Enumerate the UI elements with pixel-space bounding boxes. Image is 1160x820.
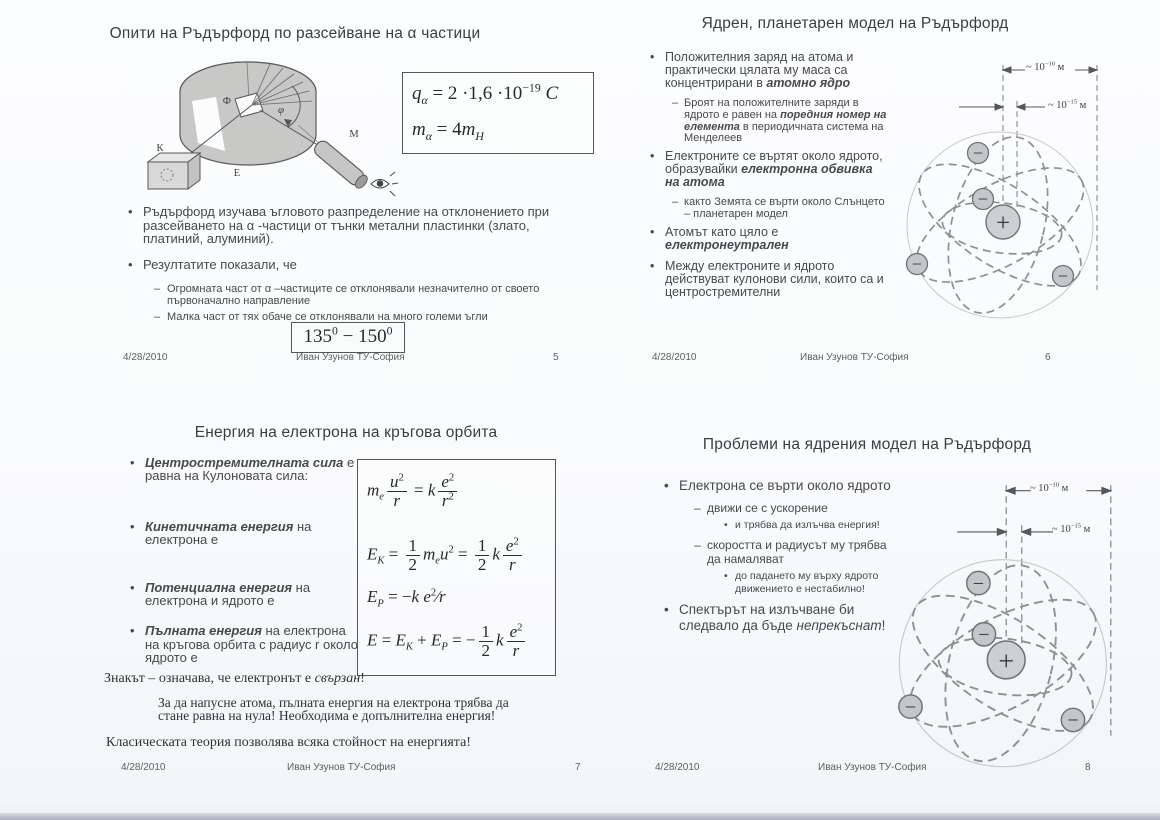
- footer-author: Иван Узунов ТУ-София: [800, 352, 909, 363]
- slide-title: Проблеми на ядрения модел на Ръдърфорд: [702, 436, 1032, 453]
- slide-title: Енергия на електрона на кръгова орбита: [194, 424, 498, 441]
- bullet-text: Резултатите показали, че: [143, 256, 297, 272]
- bullet-text: Пълната енергия на електрона на кръгова орбита с радиус r около ядрото е: [145, 623, 358, 666]
- kinetic-energy-formula: $E_K$ = $\frac{1}{2}$ $m_eu^2$ = $\frac{1}{2}$ k $\frac{e^2}{r}$: [367, 537, 525, 574]
- plus-sign: +: [995, 210, 1011, 237]
- bullet-item: [128, 258, 575, 272]
- atom-size-dimension: ~ $10^{-10}$ м: [1030, 481, 1069, 494]
- bullet-marker: •: [130, 579, 135, 595]
- bullet-text: Броят на положителните заряди в ядрото е равен на поредния номер на елемента в периодичната система на Менделеев: [684, 97, 887, 145]
- bullet-item: [650, 150, 888, 189]
- classical-theory-note: Класическата теория позволява всяка стойност на енергията!: [106, 735, 471, 750]
- bullet-marker: –: [694, 501, 701, 515]
- minus-sign: −: [904, 696, 917, 719]
- nucleus: [986, 205, 1020, 239]
- bullet-marker: •: [650, 50, 655, 64]
- slide-title: Ядрен, планетарен модел на Ръдърфорд: [701, 15, 1009, 32]
- scan-edge-shadow: [0, 813, 1160, 820]
- bullet-item: [130, 520, 358, 547]
- alpha-source-box: [148, 153, 200, 189]
- bullet-text: Между електроните и ядрото действуват кулонови сили, които са и центростремителни: [665, 258, 884, 299]
- potential-energy-formula: $E_P = -k$ $e^2∕r$: [367, 587, 446, 610]
- scattering-apparatus-figure: [140, 55, 395, 200]
- bullet-text: Положителния заряд на атома и практически цялата му маса са концентрирани в атомно ядро: [665, 50, 854, 90]
- bullet-text: скоростта и радиусът му трябва да намаляват: [707, 537, 887, 567]
- bullet-item: [664, 538, 896, 567]
- bullet-marker: •: [130, 623, 135, 639]
- bound-electron-note: Знакът – означава, че електронът е свързан!: [104, 671, 365, 686]
- microscope-label: М: [349, 129, 359, 140]
- bullet-list: [128, 205, 575, 327]
- alpha-charge-mass-formula-box: [402, 72, 594, 154]
- angle-label: φ: [278, 104, 285, 116]
- atom-model-figure: [895, 55, 1125, 329]
- bullet-text: Ръдърфорд изучава ъгловото разпределение на отклонението при разсейването на α -частици от тънки метални пластинки (злато, платиний, алуминий).: [143, 204, 550, 247]
- source-label: К: [156, 143, 164, 154]
- bullet-item: [130, 581, 358, 608]
- footer-date: 4/28/2010: [655, 762, 700, 773]
- bullet-marker: •: [128, 204, 133, 219]
- angle-range-formula-box: $135^0 - 150^0$: [291, 322, 405, 353]
- bullet-item: [650, 98, 888, 145]
- atom-model-figure: [886, 474, 1142, 779]
- minus-sign: −: [978, 623, 990, 646]
- bullet-marker: –: [672, 196, 679, 209]
- nucleus: [987, 641, 1025, 679]
- bullet-text: Атомът като цяло е електронеутрален: [665, 224, 789, 252]
- bullet-item: [664, 478, 896, 494]
- bullet-marker: •: [130, 518, 135, 534]
- footer-author: Иван Узунов ТУ-София: [818, 762, 927, 773]
- bullet-text: и трябва да излъчва енергия!: [735, 518, 880, 531]
- minus-sign: −: [972, 572, 985, 595]
- nucleus-size-dimension: ~ $10^{-15}$ м: [1052, 522, 1091, 535]
- minus-sign: −: [977, 189, 989, 209]
- bullet-marker: •: [724, 518, 728, 531]
- slide-title: Опити на Ръдърфорд по разсейване на α частици: [109, 25, 481, 42]
- bullet-marker: •: [128, 256, 133, 272]
- bullet-marker: •: [650, 258, 655, 273]
- bullet-text: Центростремителната сила е равна на Кулоновата сила:: [145, 455, 355, 484]
- minus-sign: −: [1067, 709, 1079, 732]
- bullet-item: [650, 197, 888, 221]
- bullet-text: Потенциална енергия на електрона и ядрото е: [145, 579, 311, 609]
- bullet-item: [130, 456, 358, 483]
- page-number: 5: [553, 352, 559, 363]
- bullet-list: [664, 478, 896, 641]
- bullet-text: Електрона се върти около ядрото: [679, 478, 891, 493]
- bullet-item: [128, 205, 575, 246]
- footer-date: 4/28/2010: [121, 762, 166, 773]
- bullet-marker: •: [724, 569, 728, 582]
- minus-sign: −: [911, 254, 923, 274]
- page-number: 6: [1045, 352, 1051, 363]
- bullet-item: [128, 283, 575, 307]
- bullet-item: [664, 602, 896, 634]
- bullet-text: Спектърът на излъчване би следвало да бъде непрекъснат!: [679, 602, 886, 634]
- minus-sign: −: [1057, 266, 1069, 286]
- bullet-marker: –: [154, 283, 161, 296]
- foil-label: Ф: [222, 96, 231, 107]
- bullet-text: до падането му върху ядрото движението е нестабилно!: [735, 569, 879, 596]
- bullet-item: [650, 51, 888, 90]
- bullet-item: [664, 570, 896, 597]
- bullet-text: движи се с ускорение: [707, 501, 828, 515]
- bullet-item: [664, 519, 896, 532]
- dimension-lines: [1006, 481, 1111, 735]
- footer-date: 4/28/2010: [123, 352, 168, 363]
- bullet-marker: •: [664, 602, 669, 618]
- bullet-item: [650, 260, 888, 299]
- bullet-marker: –: [154, 311, 161, 324]
- bullet-marker: •: [664, 478, 669, 493]
- footer-date: 4/28/2010: [652, 352, 697, 363]
- energy-formulas-box: [357, 459, 556, 676]
- bullet-marker: •: [650, 224, 655, 239]
- bullet-text: Кинетичната енергия на електрона е: [145, 518, 312, 548]
- bullet-text: Огромната част от α –частиците се отклонявали незначително от своето първоначално направление: [167, 283, 540, 308]
- bullet-list: [130, 456, 358, 665]
- bullet-marker: •: [650, 149, 655, 164]
- bullet-item: [130, 624, 358, 664]
- screen-label: Е: [233, 168, 241, 179]
- alpha-mass-formula: $m_\alpha = 4m_Н$: [412, 119, 484, 143]
- minus-sign: −: [972, 143, 984, 163]
- alpha-charge-formula: $q_\alpha = 2 \cdot 1,6 \cdot 10^{-19}$ C: [412, 81, 559, 107]
- bullet-text: Електроните се въртят около ядрото, образувайки електронна обвивка на атома: [665, 149, 883, 190]
- escape-energy-note: За да напусне атома, пълната енергия на електрона трябва да стане равна на нула! Необходима е допълнителна енергия!: [158, 695, 509, 724]
- nucleus-size-dimension: ~ $10^{-15}$ м: [1048, 98, 1087, 111]
- bullet-text: Малка част от тях обаче се отклонявали на много големи ъгли: [167, 311, 488, 324]
- footer-author: Иван Узунов ТУ-София: [296, 352, 405, 363]
- page-number: 8: [1085, 762, 1091, 773]
- page-number: 7: [575, 762, 581, 773]
- eye-icon: [371, 172, 398, 196]
- bullet-item: [664, 501, 896, 516]
- bullet-marker: –: [694, 537, 701, 552]
- atom-size-dimension: ~ $10^{-10}$ м: [1026, 60, 1065, 73]
- footer-author: Иван Узунов ТУ-София: [287, 762, 396, 773]
- dimension-lines: [1003, 65, 1097, 290]
- bullet-item: [650, 226, 888, 252]
- centripetal-coulomb-formula: $m_e$ $\frac{u^2}{r}$ = k $\frac{e^2}{r^2}$: [367, 473, 460, 510]
- microscope-tube: [312, 138, 370, 190]
- bullet-marker: •: [130, 455, 135, 470]
- plus-sign: +: [998, 645, 1015, 677]
- bullet-marker: –: [672, 97, 679, 109]
- bullet-list: [650, 51, 888, 307]
- total-energy-formula: $E = E_K + E_P$ = − $\frac{1}{2}$ k $\frac{e^2}{r}$: [367, 623, 528, 660]
- bullet-text: както Земята се върти около Слънцето – планетарен модел: [684, 196, 885, 220]
